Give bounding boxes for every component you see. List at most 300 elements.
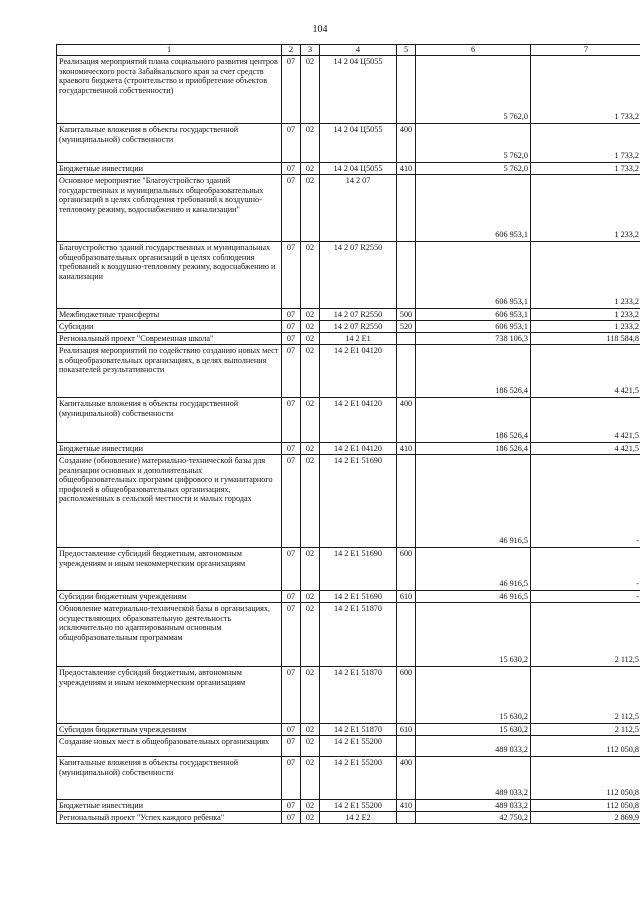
- subsection-code-cell: [301, 398, 320, 443]
- amount-cell-6: [416, 163, 531, 175]
- subsection-code-cell-text: 02: [305, 549, 315, 558]
- row-name-cell-text: Обновление материально-технической базы в организациях, осуществляющих образовательную деятельность исключительно по адаптированным основным общеобразовательным программам: [59, 604, 271, 642]
- expense-type-cell: [397, 321, 416, 333]
- table-row: [57, 812, 640, 824]
- section-code-cell-text: 07: [286, 801, 296, 810]
- target-article-cell-text: 14 2 E1 51690: [334, 456, 382, 465]
- table-row: [57, 321, 640, 333]
- section-code-cell-text: 07: [286, 813, 296, 822]
- row-name-cell: [57, 309, 282, 321]
- column-number-3: 3: [301, 45, 320, 56]
- amount-cell-6: [416, 443, 531, 455]
- table-row: [57, 724, 640, 736]
- section-code-cell-text: 07: [286, 549, 296, 558]
- section-code-cell-text: 07: [286, 604, 296, 613]
- amount-cell-6: [416, 800, 531, 812]
- amount-cell-7-text: 1 733,2: [614, 112, 639, 122]
- section-code-cell-text: 07: [286, 57, 296, 66]
- row-name-cell: [57, 333, 282, 345]
- expense-type-cell-text: 610: [399, 725, 413, 734]
- table-row: [57, 455, 640, 548]
- expense-type-cell: [397, 724, 416, 736]
- table-row: [57, 398, 640, 443]
- section-code-cell: [282, 455, 301, 548]
- table-row: [57, 175, 640, 242]
- row-name-cell: [57, 736, 282, 757]
- expense-type-cell: [397, 175, 416, 242]
- section-code-cell: [282, 345, 301, 398]
- amount-cell-7-text: 118 584,8: [606, 334, 639, 343]
- subsection-code-cell-text: 02: [305, 164, 315, 173]
- expense-type-cell: [397, 398, 416, 443]
- target-article-cell-text: 14 2 E1: [345, 334, 371, 343]
- subsection-code-cell: [301, 757, 320, 800]
- target-article-cell-text: 14 2 E1 51870: [334, 668, 382, 677]
- subsection-code-cell: [301, 345, 320, 398]
- row-name-cell-text: Предоставление субсидий бюджетным, автономным учреждениям и иным некоммерческим организациям: [59, 668, 246, 687]
- row-name-cell: [57, 667, 282, 724]
- target-article-cell: [320, 800, 397, 812]
- amount-cell-6-text: 606 953,1: [495, 322, 528, 331]
- subsection-code-cell-text: 02: [305, 176, 315, 185]
- expense-type-cell: [397, 345, 416, 398]
- amount-cell-6-text: 5 762,0: [503, 151, 528, 161]
- section-code-cell-text: 07: [286, 176, 296, 185]
- section-code-cell: [282, 812, 301, 824]
- subsection-code-cell: [301, 736, 320, 757]
- subsection-code-cell-text: 02: [305, 758, 315, 767]
- amount-cell-7-text: 1 733,2: [614, 164, 639, 173]
- target-article-cell: [320, 724, 397, 736]
- row-name-cell: [57, 757, 282, 800]
- section-code-cell: [282, 309, 301, 321]
- column-number-7: 7: [531, 45, 640, 56]
- expense-type-cell: [397, 455, 416, 548]
- amount-cell-6-text: 489 033,2: [495, 745, 528, 755]
- amount-cell-7: [531, 548, 640, 591]
- amount-cell-6: [416, 603, 531, 667]
- section-code-cell: [282, 591, 301, 603]
- section-code-cell: [282, 398, 301, 443]
- subsection-code-cell-text: 02: [305, 813, 315, 822]
- row-name-cell-text: Предоставление субсидий бюджетным, автономным учреждениям и иным некоммерческим организациям: [59, 549, 246, 568]
- subsection-code-cell-text: 02: [305, 668, 315, 677]
- target-article-cell: [320, 667, 397, 724]
- row-name-cell: [57, 548, 282, 591]
- subsection-code-cell: [301, 548, 320, 591]
- target-article-cell-text: 14 2 E1 51690: [334, 549, 382, 558]
- subsection-code-cell: [301, 800, 320, 812]
- subsection-code-cell: [301, 603, 320, 667]
- expense-type-cell-text: 410: [399, 444, 413, 453]
- row-name-cell-text: Бюджетные инвестиции: [59, 444, 144, 453]
- target-article-cell: [320, 321, 397, 333]
- subsection-code-cell-text: 02: [305, 346, 315, 355]
- target-article-cell-text: 14 2 E1 04120: [334, 346, 382, 355]
- row-name-cell: [57, 591, 282, 603]
- amount-cell-7-text: 112 050,8: [606, 745, 639, 755]
- table-row: [57, 56, 640, 124]
- amount-cell-6-text: 606 953,1: [495, 230, 528, 240]
- section-code-cell-text: 07: [286, 725, 296, 734]
- amount-cell-6: [416, 321, 531, 333]
- subsection-code-cell-text: 02: [305, 456, 315, 465]
- subsection-code-cell-text: 02: [305, 334, 315, 343]
- column-number-6: 6: [416, 45, 531, 56]
- section-code-cell-text: 07: [286, 334, 296, 343]
- column-number-1: 1: [57, 45, 282, 56]
- expense-type-cell-text: 600: [399, 668, 413, 677]
- amount-cell-7: [531, 321, 640, 333]
- row-name-cell: [57, 812, 282, 824]
- amount-cell-6-text: 606 953,1: [495, 310, 528, 319]
- amount-cell-7-text: -: [636, 592, 639, 601]
- subsection-code-cell-text: 02: [305, 725, 315, 734]
- target-article-cell: [320, 163, 397, 175]
- subsection-code-cell-text: 02: [305, 604, 315, 613]
- amount-cell-7: [531, 736, 640, 757]
- amount-cell-6: [416, 667, 531, 724]
- row-name-cell-text: Межбюджетные трансферты: [59, 310, 160, 319]
- section-code-cell-text: 07: [286, 456, 296, 465]
- expense-type-cell-text: 500: [399, 310, 413, 319]
- target-article-cell: [320, 443, 397, 455]
- amount-cell-6-text: 5 762,0: [503, 164, 528, 173]
- expense-type-cell: [397, 56, 416, 124]
- subsection-code-cell-text: 02: [305, 444, 315, 453]
- amount-cell-6: [416, 56, 531, 124]
- amount-cell-6: [416, 736, 531, 757]
- amount-cell-6: [416, 812, 531, 824]
- target-article-cell: [320, 591, 397, 603]
- expense-type-cell: [397, 242, 416, 309]
- amount-cell-6-text: 15 630,2: [499, 725, 528, 734]
- amount-cell-7-text: 2 869,9: [614, 813, 639, 822]
- expense-type-cell: [397, 603, 416, 667]
- expense-type-cell-text: 610: [399, 592, 413, 601]
- amount-cell-7: [531, 398, 640, 443]
- amount-cell-6-text: 46 916,5: [499, 592, 528, 601]
- section-code-cell-text: 07: [286, 322, 296, 331]
- target-article-cell-text: 14 2 E1 04120: [334, 444, 382, 453]
- row-name-cell: [57, 56, 282, 124]
- amount-cell-7-text: 112 050,8: [606, 801, 639, 810]
- subsection-code-cell: [301, 443, 320, 455]
- row-name-cell-text: Региональный проект "Современная школа": [59, 334, 214, 343]
- section-code-cell-text: 07: [286, 444, 296, 453]
- subsection-code-cell-text: 02: [305, 322, 315, 331]
- row-name-cell-text: Капитальные вложения в объекты государственной (муниципальной) собственности: [59, 125, 239, 144]
- amount-cell-7: [531, 124, 640, 163]
- expense-type-cell: [397, 812, 416, 824]
- column-number-2: 2: [282, 45, 301, 56]
- table-row: [57, 309, 640, 321]
- amount-cell-6-text: 46 916,5: [499, 579, 528, 589]
- target-article-cell: [320, 603, 397, 667]
- section-code-cell-text: 07: [286, 399, 296, 408]
- row-name-cell-text: Создание (обновление) материально-технической базы для реализации основных и дополнительных общеобразовательных программ цифрового и гуманитарного профилей в общеобразовательных организациях, расположенных в сельской местности и малых городах: [59, 456, 273, 504]
- table-row: [57, 242, 640, 309]
- target-article-cell-text: 14 2 E1 55200: [334, 737, 382, 746]
- page-number: 104: [312, 24, 328, 35]
- row-name-cell: [57, 398, 282, 443]
- target-article-cell: [320, 345, 397, 398]
- row-name-cell: [57, 345, 282, 398]
- subsection-code-cell-text: 02: [305, 592, 315, 601]
- section-code-cell: [282, 242, 301, 309]
- amount-cell-6-text: 489 033,2: [495, 801, 528, 810]
- section-code-cell: [282, 443, 301, 455]
- section-code-cell-text: 07: [286, 592, 296, 601]
- expense-type-cell-text: 400: [399, 125, 413, 134]
- amount-cell-7: [531, 309, 640, 321]
- column-number-4: 4: [320, 45, 397, 56]
- amount-cell-7: [531, 163, 640, 175]
- expense-type-cell: [397, 591, 416, 603]
- amount-cell-6: [416, 309, 531, 321]
- section-code-cell: [282, 321, 301, 333]
- amount-cell-7-text: 2 112,5: [614, 655, 639, 665]
- amount-cell-7-text: 4 421,5: [614, 444, 639, 453]
- expense-type-cell: [397, 309, 416, 321]
- section-code-cell: [282, 333, 301, 345]
- table-row: [57, 757, 640, 800]
- expense-type-cell: [397, 757, 416, 800]
- subsection-code-cell: [301, 309, 320, 321]
- subsection-code-cell-text: 02: [305, 399, 315, 408]
- expense-type-cell: [397, 800, 416, 812]
- subsection-code-cell: [301, 124, 320, 163]
- section-code-cell: [282, 800, 301, 812]
- section-code-cell: [282, 603, 301, 667]
- expense-type-cell-text: 400: [399, 399, 413, 408]
- row-name-cell-text: Капитальные вложения в объекты государственной (муниципальной) собственности: [59, 399, 239, 418]
- subsection-code-cell-text: 02: [305, 801, 315, 810]
- amount-cell-7-text: 1 233,2: [614, 322, 639, 331]
- amount-cell-7: [531, 345, 640, 398]
- target-article-cell: [320, 309, 397, 321]
- amount-cell-6: [416, 124, 531, 163]
- amount-cell-6-text: 46 916,5: [499, 536, 528, 546]
- subsection-code-cell: [301, 667, 320, 724]
- target-article-cell: [320, 398, 397, 443]
- subsection-code-cell: [301, 812, 320, 824]
- amount-cell-7: [531, 56, 640, 124]
- amount-cell-6-text: 42 750,2: [499, 813, 528, 822]
- amount-cell-6-text: 15 630,2: [499, 655, 528, 665]
- amount-cell-6-text: 606 953,1: [495, 297, 528, 307]
- target-article-cell-text: 14 2 E1 51870: [334, 725, 382, 734]
- table-row: [57, 163, 640, 175]
- table-row: [57, 591, 640, 603]
- amount-cell-7-text: 1 233,2: [614, 310, 639, 319]
- expense-type-cell-text: 410: [399, 164, 413, 173]
- target-article-cell-text: 14 2 04 Ц5055: [333, 164, 383, 173]
- section-code-cell: [282, 124, 301, 163]
- table-row: [57, 667, 640, 724]
- amount-cell-6: [416, 548, 531, 591]
- row-name-cell: [57, 800, 282, 812]
- amount-cell-7-text: 1 733,2: [614, 151, 639, 161]
- section-code-cell-text: 07: [286, 668, 296, 677]
- target-article-cell-text: 14 2 E1 04120: [334, 399, 382, 408]
- section-code-cell-text: 07: [286, 125, 296, 134]
- expense-type-cell: [397, 124, 416, 163]
- amount-cell-6: [416, 345, 531, 398]
- row-name-cell-text: Капитальные вложения в объекты государственной (муниципальной) собственности: [59, 758, 239, 777]
- section-code-cell-text: 07: [286, 346, 296, 355]
- amount-cell-7-text: 2 112,5: [614, 712, 639, 722]
- amount-cell-7-text: 4 421,5: [614, 431, 639, 441]
- amount-cell-6-text: 489 033,2: [495, 788, 528, 798]
- row-name-cell-text: Бюджетные инвестиции: [59, 801, 144, 810]
- row-name-cell: [57, 163, 282, 175]
- row-name-cell-text: Бюджетные инвестиции: [59, 164, 144, 173]
- target-article-cell: [320, 548, 397, 591]
- target-article-cell: [320, 455, 397, 548]
- amount-cell-6: [416, 398, 531, 443]
- section-code-cell: [282, 757, 301, 800]
- row-name-cell-text: Создание новых мест в общеобразовательных организациях: [59, 737, 270, 746]
- section-code-cell: [282, 667, 301, 724]
- table-row: [57, 443, 640, 455]
- amount-cell-6: [416, 242, 531, 309]
- amount-cell-7-text: 112 050,8: [606, 788, 639, 798]
- subsection-code-cell: [301, 242, 320, 309]
- subsection-code-cell: [301, 175, 320, 242]
- subsection-code-cell: [301, 591, 320, 603]
- target-article-cell: [320, 175, 397, 242]
- amount-cell-6: [416, 724, 531, 736]
- expense-type-cell: [397, 667, 416, 724]
- expense-type-cell-text: 600: [399, 549, 413, 558]
- row-name-cell-text: Субсидии бюджетным учреждениям: [59, 725, 187, 734]
- amount-cell-6-text: 15 630,2: [499, 712, 528, 722]
- column-number-5: 5: [397, 45, 416, 56]
- target-article-cell: [320, 333, 397, 345]
- amount-cell-7-text: -: [636, 536, 639, 546]
- amount-cell-7: [531, 800, 640, 812]
- subsection-code-cell-text: 02: [305, 243, 315, 252]
- target-article-cell-text: 14 2 07 R2550: [333, 243, 383, 252]
- target-article-cell-text: 14 2 07: [345, 176, 371, 185]
- row-name-cell: [57, 443, 282, 455]
- amount-cell-7: [531, 603, 640, 667]
- subsection-code-cell: [301, 163, 320, 175]
- target-article-cell: [320, 736, 397, 757]
- table-row: [57, 603, 640, 667]
- amount-cell-7: [531, 667, 640, 724]
- target-article-cell-text: 14 2 E2: [345, 813, 371, 822]
- expense-type-cell: [397, 736, 416, 757]
- row-name-cell-text: Реализация мероприятий по содействию созданию новых мест в общеобразовательных организациях, в целях выполнения показателей результативности: [59, 346, 279, 375]
- target-article-cell-text: 14 2 04 Ц5055: [333, 57, 383, 66]
- amount-cell-6-text: 186 526,4: [495, 431, 528, 441]
- row-name-cell-text: Субсидии бюджетным учреждениям: [59, 592, 187, 601]
- target-article-cell: [320, 242, 397, 309]
- amount-cell-7: [531, 812, 640, 824]
- amount-cell-7-text: 4 421,5: [614, 386, 639, 396]
- amount-cell-7-text: 1 233,2: [614, 230, 639, 240]
- amount-cell-7: [531, 724, 640, 736]
- amount-cell-7: [531, 591, 640, 603]
- expense-type-cell: [397, 163, 416, 175]
- amount-cell-7: [531, 175, 640, 242]
- amount-cell-7-text: -: [636, 579, 639, 589]
- expense-type-cell-text: 520: [399, 322, 413, 331]
- subsection-code-cell: [301, 724, 320, 736]
- amount-cell-6: [416, 175, 531, 242]
- section-code-cell: [282, 548, 301, 591]
- row-name-cell-text: Основное мероприятие "Благоустройство зданий государственных и муниципальных общеобразовательных организаций в целях соблюдения требований к воздушно-тепловому режиму, водоснабжению и канализации": [59, 176, 264, 214]
- target-article-cell: [320, 56, 397, 124]
- row-name-cell: [57, 321, 282, 333]
- amount-cell-7: [531, 333, 640, 345]
- amount-cell-6-text: 738 106,3: [495, 334, 528, 343]
- subsection-code-cell-text: 02: [305, 125, 315, 134]
- amount-cell-7: [531, 757, 640, 800]
- row-name-cell: [57, 455, 282, 548]
- amount-cell-6: [416, 591, 531, 603]
- row-name-cell-text: Региональный проект "Успех каждого ребенка": [59, 813, 225, 822]
- table-row: [57, 124, 640, 163]
- subsection-code-cell: [301, 333, 320, 345]
- amount-cell-7: [531, 443, 640, 455]
- row-name-cell: [57, 175, 282, 242]
- row-name-cell-text: Субсидии: [59, 322, 94, 331]
- amount-cell-7: [531, 242, 640, 309]
- target-article-cell: [320, 812, 397, 824]
- amount-cell-6: [416, 333, 531, 345]
- subsection-code-cell: [301, 56, 320, 124]
- table-row: [57, 548, 640, 591]
- row-name-cell-text: Благоустройство зданий государственных и муниципальных общеобразовательных организаций в целях соблюдения требований к воздушно-тепловому режиму, водоснабжению и канализации: [59, 243, 276, 281]
- amount-cell-6-text: 5 762,0: [503, 112, 528, 122]
- section-code-cell: [282, 736, 301, 757]
- target-article-cell-text: 14 2 E1 55200: [334, 758, 382, 767]
- amount-cell-7-text: 2 112,5: [614, 725, 639, 734]
- target-article-cell-text: 14 2 07 R2550: [333, 322, 383, 331]
- row-name-cell: [57, 724, 282, 736]
- amount-cell-7: [531, 455, 640, 548]
- amount-cell-6: [416, 757, 531, 800]
- expense-type-cell-text: 400: [399, 758, 413, 767]
- section-code-cell-text: 07: [286, 243, 296, 252]
- expense-type-cell: [397, 333, 416, 345]
- column-number-row: [57, 45, 640, 56]
- section-code-cell: [282, 175, 301, 242]
- section-code-cell-text: 07: [286, 758, 296, 767]
- amount-cell-6-text: 186 526,4: [495, 444, 528, 453]
- section-code-cell: [282, 163, 301, 175]
- amount-cell-7-text: 1 233,2: [614, 297, 639, 307]
- row-name-cell: [57, 124, 282, 163]
- target-article-cell-text: 14 2 07 R2550: [333, 310, 383, 319]
- expense-type-cell-text: 410: [399, 801, 413, 810]
- table-row: [57, 333, 640, 345]
- section-code-cell-text: 07: [286, 737, 296, 746]
- section-code-cell-text: 07: [286, 310, 296, 319]
- target-article-cell-text: 14 2 E1 55200: [334, 801, 382, 810]
- table-row: [57, 800, 640, 812]
- row-name-cell: [57, 242, 282, 309]
- budget-table: [56, 44, 640, 824]
- section-code-cell: [282, 56, 301, 124]
- row-name-cell-text: Реализация мероприятий плана социального развития центров экономического роста Забайкальского края за счет средств краевого бюджета (строительство и приобретение объектов государственной собственности): [59, 57, 278, 95]
- target-article-cell: [320, 757, 397, 800]
- target-article-cell-text: 14 2 04 Ц5055: [333, 125, 383, 134]
- expense-type-cell: [397, 548, 416, 591]
